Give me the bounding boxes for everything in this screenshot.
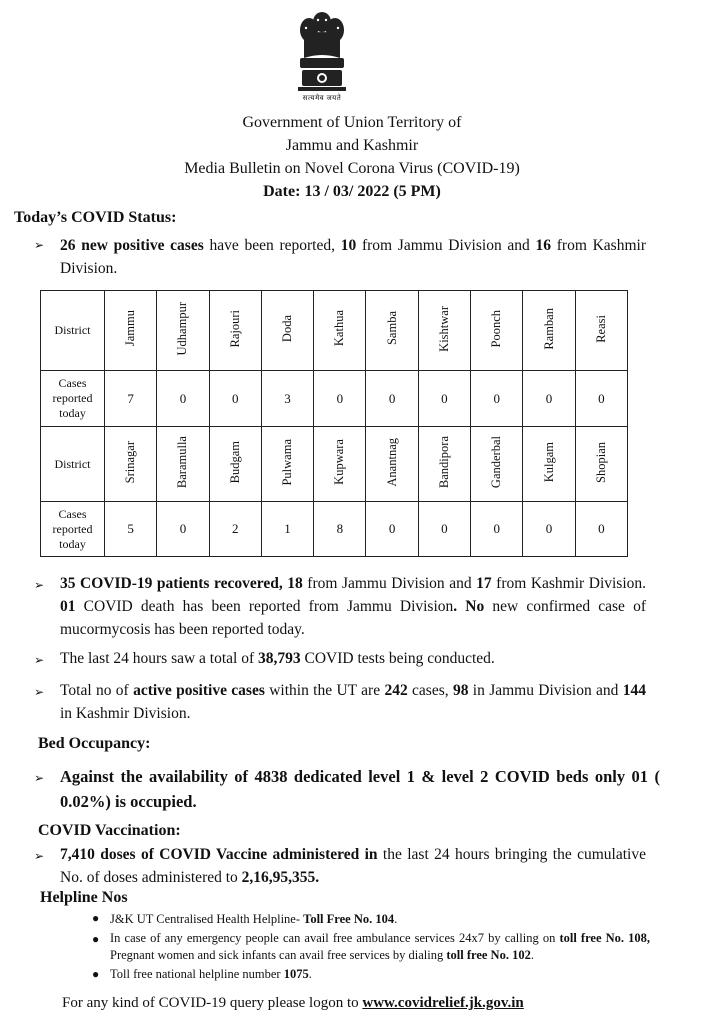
case-count: 0 bbox=[471, 371, 523, 427]
bulletin-date: Date: 13 / 03/ 2022 (5 PM) bbox=[263, 183, 441, 200]
district-name: Srinagar bbox=[123, 440, 138, 484]
case-count: 0 bbox=[157, 502, 209, 557]
case-count: 0 bbox=[209, 371, 261, 427]
arrow-bullet-icon: ➢ bbox=[34, 849, 45, 863]
district-name: Samba bbox=[384, 311, 399, 346]
table-row bbox=[41, 502, 628, 557]
covidrelief-link[interactable]: www.covidrelief.jk.gov.in bbox=[362, 995, 524, 1011]
row-label-cases: Cases reported today bbox=[41, 371, 105, 427]
case-count: 0 bbox=[523, 371, 575, 427]
district-name: Kulgam bbox=[541, 441, 556, 483]
status-heading: Today’s COVID Status: bbox=[14, 209, 177, 226]
case-count: 0 bbox=[471, 502, 523, 557]
district-name: Udhampur bbox=[175, 301, 190, 356]
case-count: 0 bbox=[314, 371, 366, 427]
helpline-item: J&K UT Centralised Health Helpline- Toll Free No. 104. bbox=[110, 912, 398, 926]
footer: For any kind of COVID-19 query please logon to www.covidrelief.jk.gov.in bbox=[62, 995, 524, 1011]
case-count: 0 bbox=[523, 502, 575, 557]
arrow-bullet-icon: ➢ bbox=[34, 685, 45, 699]
case-count: 0 bbox=[157, 371, 209, 427]
district-name: Doda bbox=[280, 314, 295, 343]
emblem-motto: सत्यमेव जयते bbox=[302, 94, 342, 102]
row-label-district: District bbox=[41, 291, 105, 371]
district-name: Kishtwar bbox=[436, 305, 451, 352]
district-name: Ganderbal bbox=[489, 435, 504, 489]
vaccination-heading: COVID Vaccination: bbox=[38, 822, 181, 839]
helpline-heading: Helpline Nos bbox=[40, 889, 128, 906]
case-count: 3 bbox=[261, 371, 313, 427]
header-line-2: Jammu and Kashmir bbox=[285, 137, 419, 154]
arrow-bullet-icon: ➢ bbox=[34, 238, 45, 252]
arrow-bullet-icon: ➢ bbox=[34, 771, 45, 785]
case-count: 0 bbox=[366, 371, 418, 427]
arrow-bullet-icon: ➢ bbox=[34, 653, 45, 667]
state-emblem bbox=[290, 8, 354, 108]
district-name: Pulwama bbox=[280, 438, 295, 486]
district-name: Anantnag bbox=[384, 437, 399, 487]
helpline-item: In case of any emergency people can avail free ambulance services 24x7 by calling on toll free No. 108, Pregnant women and sick infants can avail free services by dialing toll free No. 102. bbox=[110, 931, 651, 962]
new-cases-paragraph: 26 new positive cases have been reported, 10 from Jammu Division and 16 from Kashmir Division. bbox=[60, 237, 646, 277]
table-row bbox=[41, 427, 628, 502]
bed-occupancy-heading: Bed Occupancy: bbox=[38, 735, 151, 752]
case-count: 0 bbox=[575, 371, 627, 427]
district-name: Kathua bbox=[332, 310, 347, 347]
table-row bbox=[41, 371, 628, 427]
tests-paragraph: The last 24 hours saw a total of 38,793 COVID tests being conducted. bbox=[60, 650, 495, 667]
district-name: Jammu bbox=[123, 310, 138, 347]
arrow-bullet-icon: ➢ bbox=[34, 578, 45, 592]
case-count: 1 bbox=[261, 502, 313, 557]
district-name: Kupwara bbox=[332, 439, 347, 485]
lion-capital-icon bbox=[290, 8, 354, 94]
district-name: Budgam bbox=[227, 440, 242, 484]
bed-occupancy-text: Against the availability of 4838 dedicated level 1 & level 2 COVID beds only 01 ( 0.02%) is occupied. bbox=[60, 767, 660, 811]
district-name: Reasi bbox=[593, 314, 608, 343]
case-count: 2 bbox=[209, 502, 261, 557]
case-count: 5 bbox=[105, 502, 157, 557]
case-count: 8 bbox=[314, 502, 366, 557]
district-name: Baramulla bbox=[175, 435, 190, 489]
table-row bbox=[41, 291, 628, 371]
district-cases-table bbox=[40, 290, 628, 557]
case-count: 7 bbox=[105, 371, 157, 427]
row-label-district: District bbox=[41, 427, 105, 502]
bullet-dot-icon: ● bbox=[92, 932, 100, 946]
active-cases-paragraph: Total no of active positive cases within the UT are 242 cases, 98 in Jammu Division and 144 in Kashmir Division. bbox=[60, 682, 647, 722]
bullet-dot-icon: ● bbox=[92, 911, 100, 925]
new-cases-count: 26 new positive cases bbox=[60, 237, 204, 254]
case-count: 0 bbox=[575, 502, 627, 557]
case-count: 0 bbox=[418, 371, 470, 427]
bullet-dot-icon: ● bbox=[92, 967, 100, 981]
district-name: Rajouri bbox=[227, 309, 242, 348]
row-label-cases: Cases reported today bbox=[41, 502, 105, 557]
district-name: Poonch bbox=[489, 309, 504, 348]
header-line-1: Government of Union Territory of bbox=[242, 114, 462, 131]
case-count: 0 bbox=[366, 502, 418, 557]
helpline-item: Toll free national helpline number 1075. bbox=[110, 967, 312, 981]
district-name: Bandipora bbox=[436, 435, 451, 489]
header-line-3: Media Bulletin on Novel Corona Virus (COVID-19) bbox=[184, 160, 520, 177]
case-count: 0 bbox=[418, 502, 470, 557]
district-name: Ramban bbox=[541, 307, 556, 350]
vaccination-paragraph: 7,410 doses of COVID Vaccine administered in the last 24 hours bringing the cumulative No. of doses administered to 2,16,95,355. bbox=[60, 846, 646, 886]
district-name: Shopian bbox=[593, 441, 608, 483]
recovered-paragraph: 35 COVID-19 patients recovered, 18 from Jammu Division and 17 from Kashmir Division. 01 COVID death has been reported from Jammu Division. No new confirmed case of mucormycosis has been reported today. bbox=[60, 575, 647, 638]
